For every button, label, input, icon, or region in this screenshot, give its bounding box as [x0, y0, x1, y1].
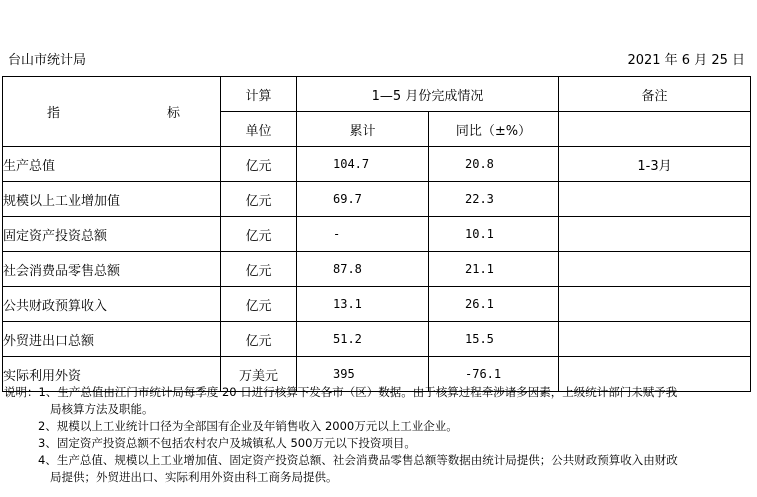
row-yoy: 10.1 — [429, 217, 559, 252]
header-unit-top: 计算 — [221, 77, 297, 112]
header-remark-blank — [559, 112, 751, 147]
row-unit: 亿元 — [221, 287, 297, 322]
org-name: 台山市统计局 — [8, 53, 87, 68]
row-yoy: 20.8 — [429, 147, 559, 182]
report-date: 2021 年 6 月 25 日 — [627, 53, 745, 68]
row-unit: 亿元 — [221, 147, 297, 182]
row-name: 社会消费品零售总额 — [3, 252, 221, 287]
note-4: 4、生产总值、规模以上工业增加值、固定资产投资总额、社会消费品零售总额等数据由统计局提供；公共财政预算收入由财政 — [38, 453, 678, 467]
header-remark: 备注 — [559, 77, 751, 112]
row-cumulative: 87.8 — [297, 252, 429, 287]
header-cumulative: 累计 — [297, 112, 429, 147]
row-cumulative: 13.1 — [297, 287, 429, 322]
row-cumulative: - — [297, 217, 429, 252]
row-yoy: 26.1 — [429, 287, 559, 322]
row-yoy: 22.3 — [429, 182, 559, 217]
row-yoy: -76.1 — [429, 357, 559, 392]
row-cumulative: 395 — [297, 357, 429, 392]
header-indicator — [3, 77, 221, 147]
row-cumulative: 69.7 — [297, 182, 429, 217]
row-cumulative: 51.2 — [297, 322, 429, 357]
row-remark — [559, 322, 751, 357]
row-unit: 亿元 — [221, 217, 297, 252]
row-name: 外贸进出口总额 — [3, 322, 221, 357]
row-unit: 亿元 — [221, 252, 297, 287]
table-row — [3, 252, 751, 287]
row-unit: 亿元 — [221, 322, 297, 357]
row-yoy: 15.5 — [429, 322, 559, 357]
note-2: 2、规模以上工业统计口径为全部国有企业及年销售收入 2000万元以上工业企业。 — [38, 419, 458, 433]
table-row — [3, 287, 751, 322]
table-row — [3, 322, 751, 357]
note-4-continued: 局提供；外贸进出口、实际利用外资由科工商务局提供。 — [50, 470, 338, 484]
row-unit: 亿元 — [221, 182, 297, 217]
row-name: 固定资产投资总额 — [3, 217, 221, 252]
row-name: 实际利用外资 — [3, 357, 221, 392]
row-unit: 万美元 — [221, 357, 297, 392]
table-header-row — [3, 77, 751, 112]
footnotes — [4, 384, 754, 486]
row-name: 公共财政预算收入 — [3, 287, 221, 322]
row-remark — [559, 252, 751, 287]
row-name: 规模以上工业增加值 — [3, 182, 221, 217]
header-unit-bottom: 单位 — [221, 112, 297, 147]
table-row — [3, 182, 751, 217]
note-3: 3、固定资产投资总额不包括农村农户及城镇私人 500万元以下投资项目。 — [38, 436, 416, 450]
statistics-table — [2, 76, 751, 392]
note-1: 说明：1、生产总值由江门市统计局每季度 20 日进行核算下发各市（区）数据。由于核算过程牵涉诸多因素，上级统计部门未赋予我 — [4, 385, 678, 399]
header-yoy: 同比（±%） — [429, 112, 559, 147]
row-remark — [559, 287, 751, 322]
row-remark: 1-3月 — [559, 147, 751, 182]
row-remark — [559, 217, 751, 252]
table-row — [3, 147, 751, 182]
row-yoy: 21.1 — [429, 252, 559, 287]
note-1-continued: 局核算方法及职能。 — [50, 402, 154, 416]
header-indicator-char-1: 指 — [47, 106, 61, 121]
row-remark — [559, 182, 751, 217]
row-name: 生产总值 — [3, 147, 221, 182]
row-cumulative: 104.7 — [297, 147, 429, 182]
header-period: 1—5 月份完成情况 — [297, 77, 559, 112]
table-row — [3, 217, 751, 252]
header-indicator-char-2: 标 — [166, 106, 180, 121]
